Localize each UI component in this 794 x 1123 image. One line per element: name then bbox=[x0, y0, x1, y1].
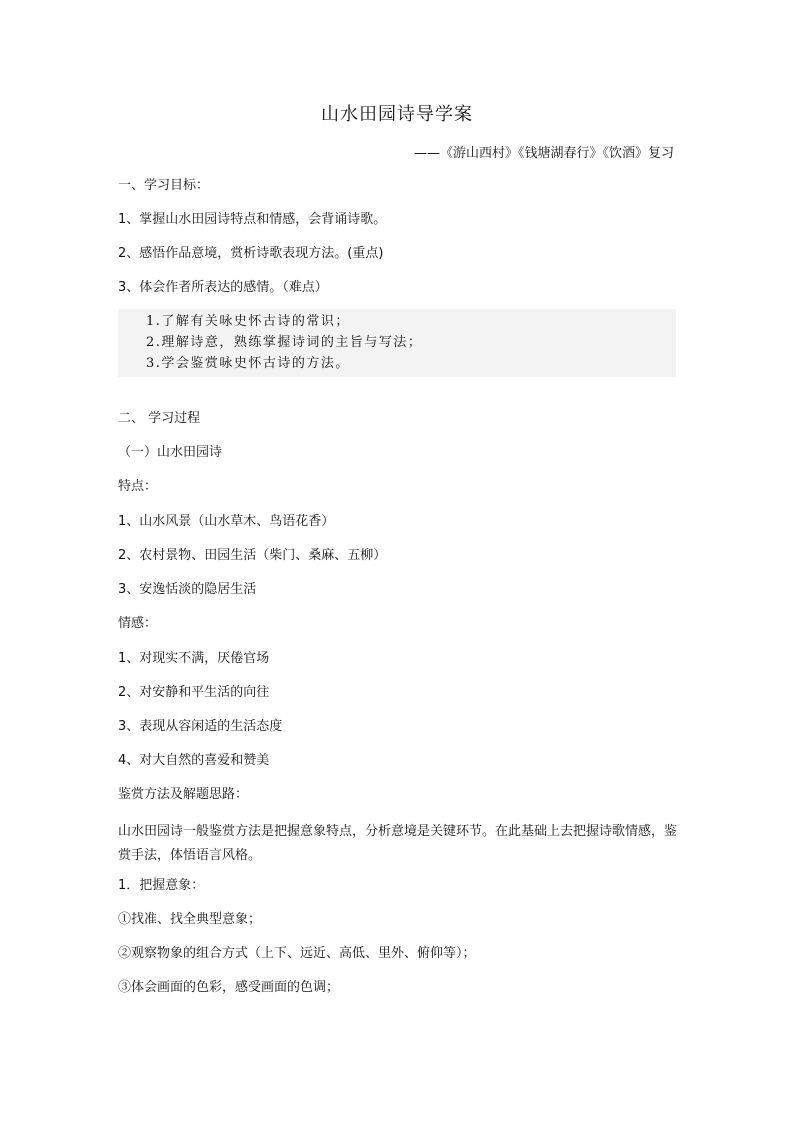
shaded-goal-item: 3.学会鉴赏咏史怀古诗的方法。 bbox=[146, 356, 350, 371]
emotion-item: 1、对现实不满，厌倦官场 bbox=[118, 651, 270, 666]
method-label: 鉴赏方法及解题思路： bbox=[118, 787, 249, 802]
shaded-goal-item: 2.理解诗意，熟练掌握诗词的主旨与写法； bbox=[146, 335, 423, 350]
section-heading-goals: 一、学习目标： bbox=[118, 178, 210, 193]
feature-item: 3、安逸恬淡的隐居生活 bbox=[118, 582, 257, 597]
page-subtitle: ——《游山西村》《钱塘湖春行》《饮酒》复习 bbox=[413, 146, 674, 161]
emotions-label: 情感： bbox=[118, 616, 158, 631]
grasp-item: ②观察物象的组合方式（上下、远近、高低、里外、俯仰等）； bbox=[118, 946, 476, 961]
section-heading-process: 二、 学习过程 bbox=[118, 411, 201, 426]
sub-heading-landscape-poetry: （一）山水田园诗 bbox=[118, 445, 223, 460]
grasp-item: ①找准、找全典型意象； bbox=[118, 912, 262, 927]
features-label: 特点： bbox=[118, 479, 158, 494]
shaded-goal-item: 1.了解有关咏史怀古诗的常识； bbox=[146, 314, 350, 329]
goal-item: 1、掌握山水田园诗特点和情感，会背诵诗歌。 bbox=[118, 212, 387, 227]
grasp-item: ③体会画面的色彩，感受画面的色调； bbox=[118, 980, 340, 995]
feature-item: 2、农村景物、田园生活（柴门、桑麻、五柳） bbox=[118, 548, 387, 563]
emotion-item: 4、对大自然的喜爱和赞美 bbox=[118, 753, 270, 768]
page-title: 山水田园诗导学案 bbox=[321, 104, 473, 125]
method-paragraph: 山水田园诗一般鉴赏方法是把握意象特点，分析意境是关键环节。在此基础上去把握诗歌情感，鉴赏手法，体悟语言风格。 bbox=[118, 824, 678, 863]
goal-item: 2、感悟作品意境，赏析诗歌表现方法。(重点) bbox=[118, 246, 384, 261]
feature-item: 1、山水风景（山水草木、鸟语花香） bbox=[118, 514, 335, 529]
shaded-goal-box bbox=[118, 309, 676, 377]
grasp-heading: 1．把握意象： bbox=[118, 878, 205, 893]
goal-item: 3、体会作者所表达的感情。（难点） bbox=[118, 280, 328, 295]
emotion-item: 2、对安静和平生活的向往 bbox=[118, 685, 270, 700]
emotion-item: 3、表现从容闲适的生活态度 bbox=[118, 719, 283, 734]
